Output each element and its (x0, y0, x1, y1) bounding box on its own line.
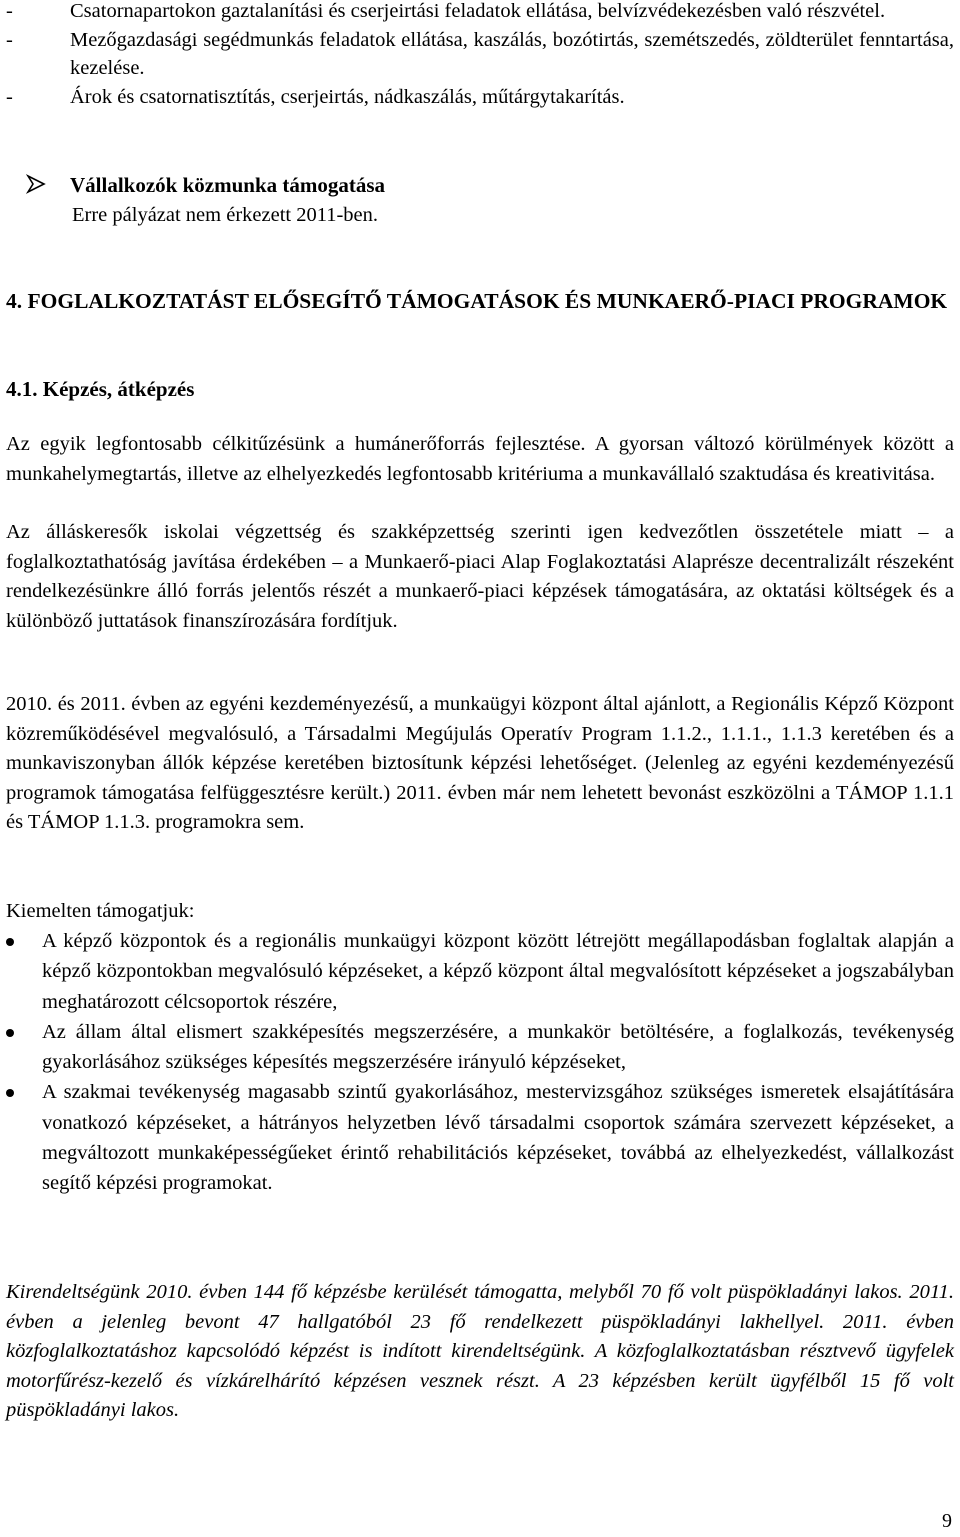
subsection-title: Vállalkozók közmunka támogatása (70, 173, 386, 197)
dash-item (6, 26, 954, 82)
paragraph-2: Az álláskeresők iskolai végzettség és szakképzettség szerinti igen kedvezőtlen összetétele miatt – a foglalkoztathatóság javítása érdekében – a Munkaerő-piaci Alap Foglakoztatási Alaprésze decentralizált részeként rendelkezésünkre álló forrás jelentős részét a munkaerő-piaci képzések támogatására, az oktatási költségek és a különböző juttatások finanszírozására fordítjuk. (6, 521, 954, 632)
paragraph-1: Az egyik legfontosabb célkitűzésünk a humánerőforrás fejlesztése. A gyorsan változó körülmények között a munkahelymegtartás, illetve az elhelyezkedés legfontosabb kritériuma a munkavállaló szaktudása és kreativitása. (6, 433, 954, 485)
subsection-text: Erre pályázat nem érkezett 2011-ben. (72, 204, 379, 226)
list-item (6, 1017, 954, 1078)
dash-marker: - (6, 86, 13, 108)
bullet-dot-icon (6, 1089, 14, 1097)
list-item (6, 1077, 954, 1198)
section-heading-4-1: 4.1. Képzés, átképzés (6, 377, 195, 401)
bullet-dot-icon (6, 1029, 14, 1037)
paragraph-4: Kiemelten támogatjuk: (6, 900, 195, 922)
paragraph-3: 2010. és 2011. évben az egyéni kezdeményezésű, a munkaügyi központ által ajánlott, a Regionális Képző Központ közreműködésével megvalósuló, a Társadalmi Megújulás Operatív Program 1.1.2., 1.1.1., 1.1.3 keretében és a munkaviszonyban állók képzése keretében biztosítunk képzési lehetőséget. (Jelenleg az egyéni kezdeményezésű programok támogatása felfüggesztésre került.) 2011. évben már nem lehetett bevonást eszközölni a TÁMOP 1.1.1 és TÁMOP 1.1.3. programokra sem. (6, 693, 954, 833)
dash-item (6, 83, 954, 111)
dash-item-text: Árok és csatornatisztítás, cserjeirtás, nádkaszálás, műtárgytakarítás. (70, 86, 625, 108)
arrowhead-bullet-icon (26, 170, 70, 200)
list-item-text: A képző központok és a regionális munkaügyi központ között létrejött megállapodásban foglaltak alapján a képző központokban megvalósuló képzéseket, a képző központ által megvalósított képzéseket a jogszabályban meghatározott célcsoportok részére, (42, 930, 954, 1013)
list-item-text: A szakmai tevékenység magasabb szintű gyakorlásához, mestervizsgához szükséges ismeretek elsajátítására vonatkozó képzéseket, a hátrányos helyzetben lévő társadalmi csoportok számára szervezett képzéseket, a megváltozott munkaképességűeket érintő rehabilitációs képzéseket, továbbá az elhelyezkedést, vállalkozást segítő képzési programokat. (42, 1081, 954, 1195)
page-number: 9 (942, 1510, 952, 1532)
dash-marker: - (6, 29, 13, 51)
italic-paragraph: Kirendeltségünk 2010. évben 144 fő képzésbe kerülését támogatta, melyből 70 fő volt püspökladányi lakos. 2011. évben a jelenleg bevont 47 hallgatóból 23 fő rendelkezett püspökladányi lakhellyel. 2011. évben közfoglalkoztatáshoz kapcsolódó képzést is indított kirendeltségünk. A közfoglalkoztatásban résztvevő ügyfelek motorfűrész-kezelő és vízkárelhárító képzésen vesznek részt. A 23 képzésben került ügyfélből 15 fő volt püspökladányi lakos. (6, 1281, 954, 1421)
dash-marker: - (6, 0, 13, 22)
dash-item-text: Mezőgazdasági segédmunkás feladatok ellátása, kaszálás, bozótirtás, szemétszedés, zöldterület fenntartása, kezelése. (70, 29, 954, 79)
subsection-heading (26, 170, 385, 200)
list-item-text: Az állam által elismert szakképesítés megszerzésére, a munkakör betöltésére, a foglalkozás, tevékenység gyakorlásához szükséges képesítés megszerzésére irányuló képzéseket, (42, 1020, 954, 1074)
section-heading-4: 4. FOGLALKOZTATÁST ELŐSEGÍTŐ TÁMOGATÁSOK ÉS MUNKAERŐ-PIACI PROGRAMOK (6, 289, 948, 313)
dash-item (6, 0, 954, 25)
bullet-dot-icon (6, 938, 14, 946)
list-item (6, 926, 954, 1017)
bullet-list (6, 926, 954, 1199)
dash-list (6, 0, 954, 111)
dash-item-text: Csatornapartokon gaztalanítási és cserjeirtási feladatok ellátása, belvízvédekezésben való részvétel. (70, 0, 886, 22)
